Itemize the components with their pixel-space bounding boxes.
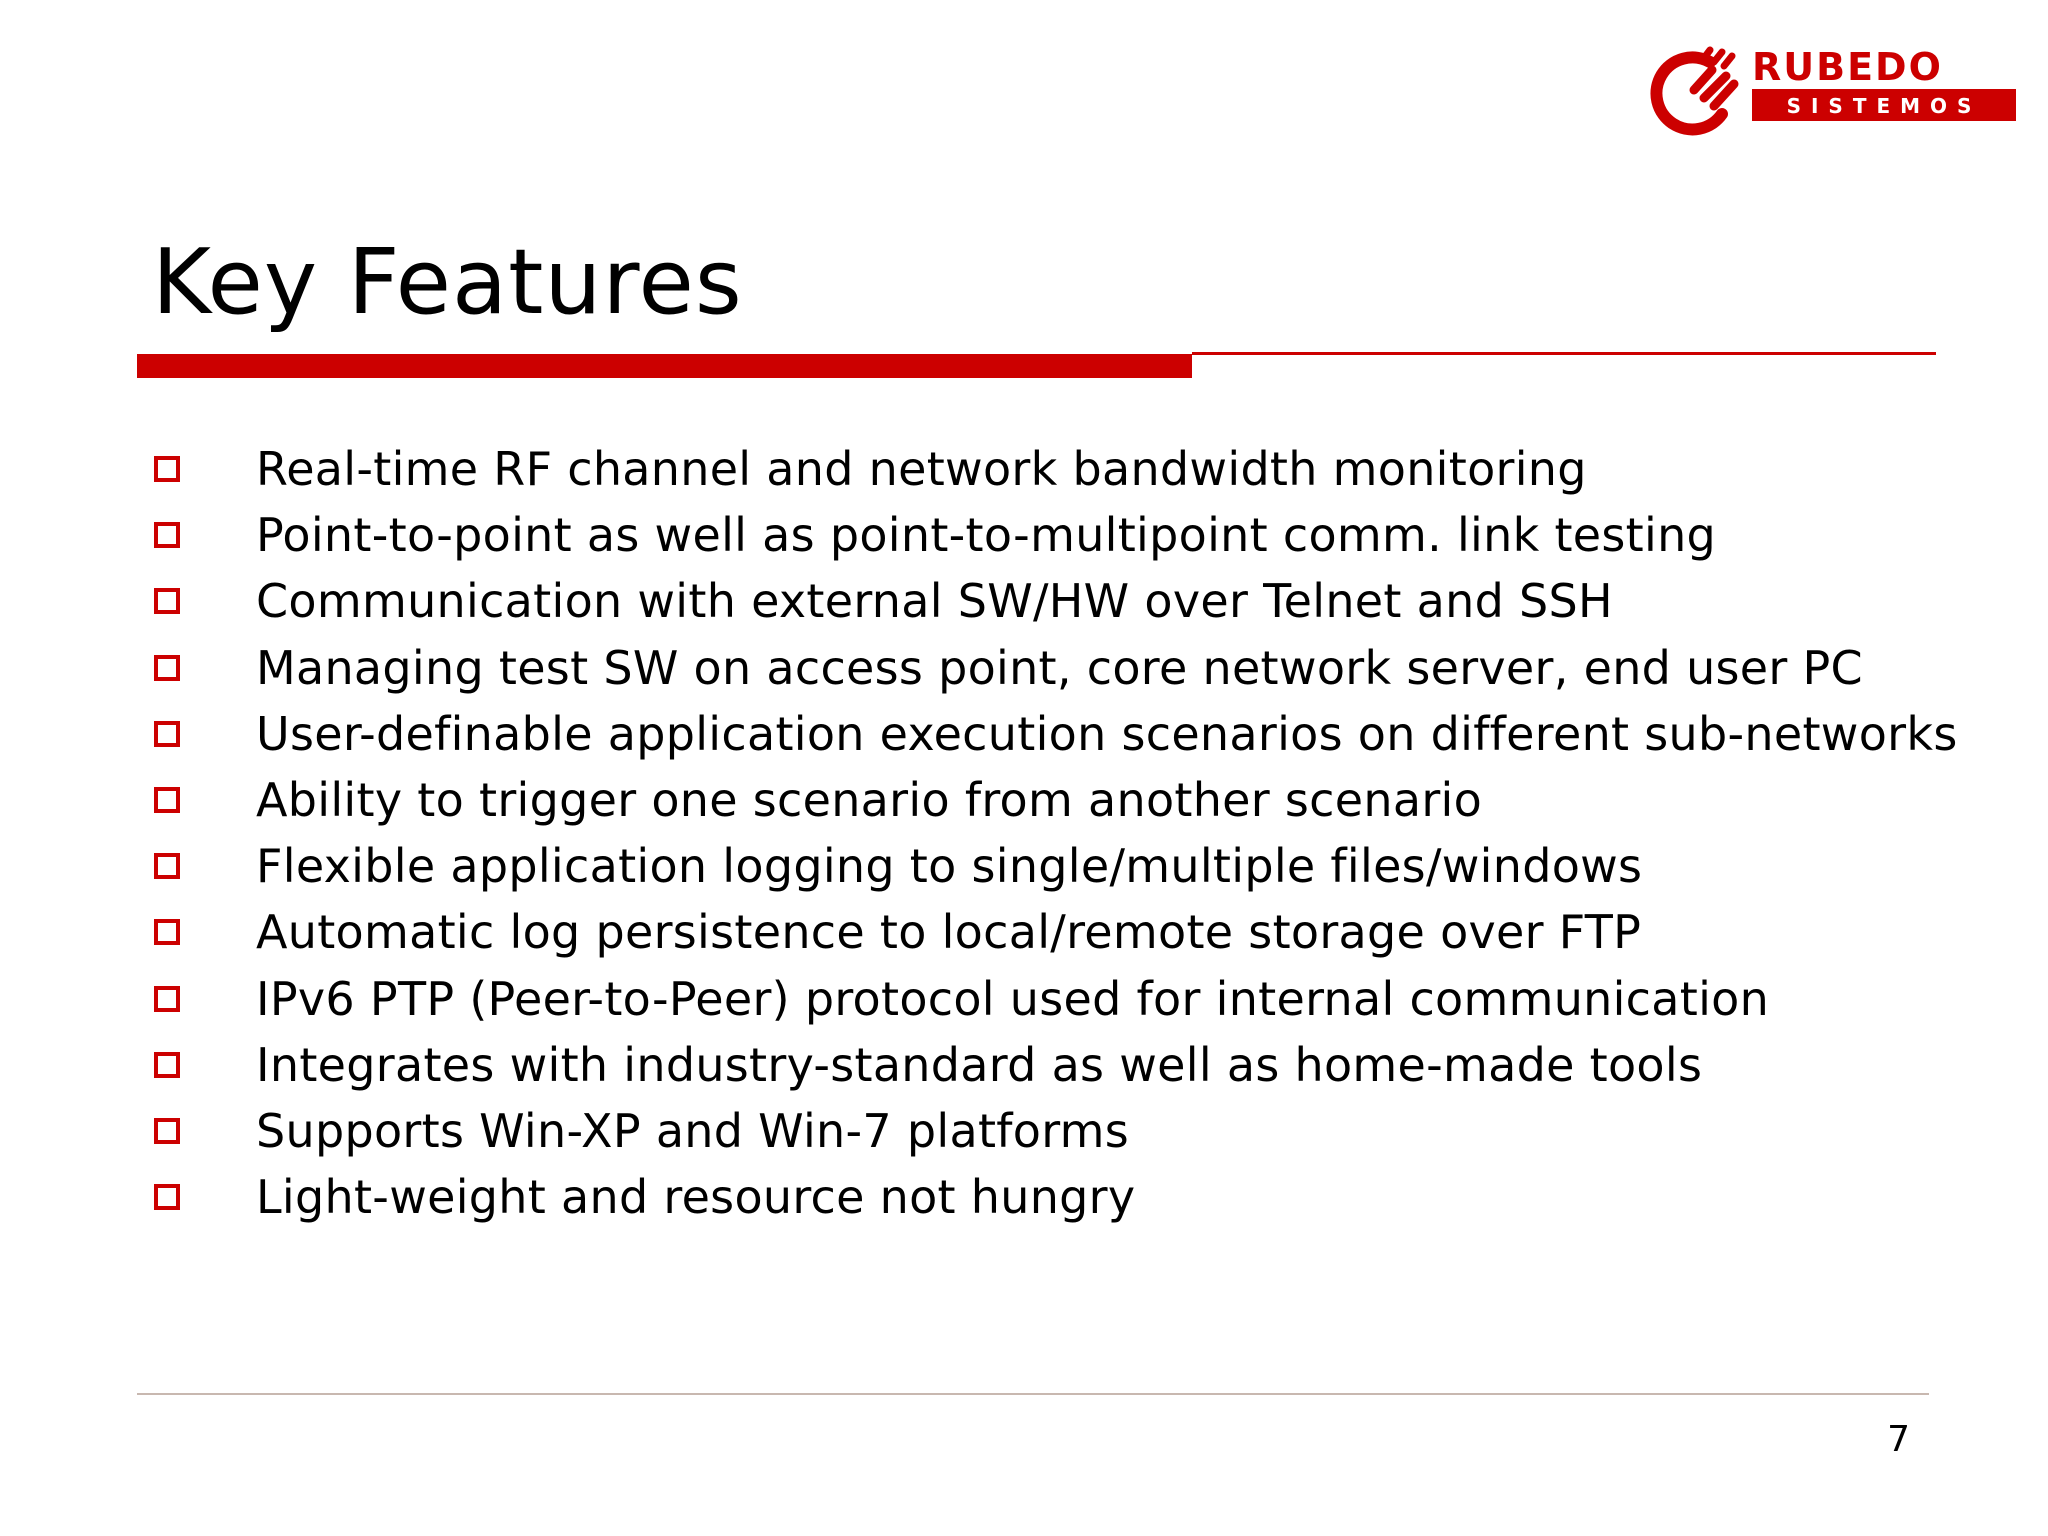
bullet-text: Automatic log persistence to local/remote storage over FTP <box>256 905 1642 960</box>
bullet-text: IPv6 PTP (Peer-to-Peer) protocol used for internal communication <box>256 971 1770 1026</box>
title-rule-thick <box>137 354 1192 378</box>
title-rule-thin <box>1192 352 1936 355</box>
hollow-square-bullet-icon <box>154 522 180 548</box>
hollow-square-bullet-icon <box>154 853 180 879</box>
page-number: 7 <box>1887 1419 1910 1460</box>
logo-brand-bottom: SISTEMOS <box>1786 94 1982 118</box>
bullet-text: Real-time RF channel and network bandwidth monitoring <box>256 442 1587 496</box>
hollow-square-bullet-icon <box>154 655 180 681</box>
hollow-square-bullet-icon <box>154 721 180 747</box>
hollow-square-bullet-icon <box>154 986 180 1012</box>
bullet-text: Ability to trigger one scenario from another scenario <box>256 772 1483 827</box>
hollow-square-bullet-icon <box>154 919 180 945</box>
footer-rule <box>137 1393 1929 1395</box>
bullet-text: Managing test SW on access point, core network server, end user PC <box>256 640 1863 695</box>
bullet-text: Integrates with industry-standard as well as home-made tools <box>256 1037 1703 1092</box>
hollow-square-bullet-icon <box>154 456 180 482</box>
slide-title: Key Features <box>152 230 743 335</box>
hollow-square-bullet-icon <box>154 1184 180 1210</box>
bullet-text: Supports Win-XP and Win-7 platforms <box>256 1103 1129 1158</box>
bullet-text: Light-weight and resource not hungry <box>256 1170 1136 1225</box>
bullet-text: Communication with external SW/HW over Telnet and SSH <box>256 574 1613 629</box>
hollow-square-bullet-icon <box>154 787 180 813</box>
company-logo <box>1650 40 2022 140</box>
logo-brand-top: RUBEDO <box>1752 45 1943 89</box>
bullet-text: Flexible application logging to single/multiple files/windows <box>256 839 1643 894</box>
rubedo-hand-icon <box>1656 50 1734 129</box>
bullet-text: User-definable application execution scenarios on different sub-networks <box>256 706 1958 761</box>
bullet-text: Point-to-point as well as point-to-multipoint comm. link testing <box>256 508 1717 563</box>
hollow-square-bullet-icon <box>154 588 180 614</box>
hollow-square-bullet-icon <box>154 1118 180 1144</box>
hollow-square-bullet-icon <box>154 1052 180 1078</box>
